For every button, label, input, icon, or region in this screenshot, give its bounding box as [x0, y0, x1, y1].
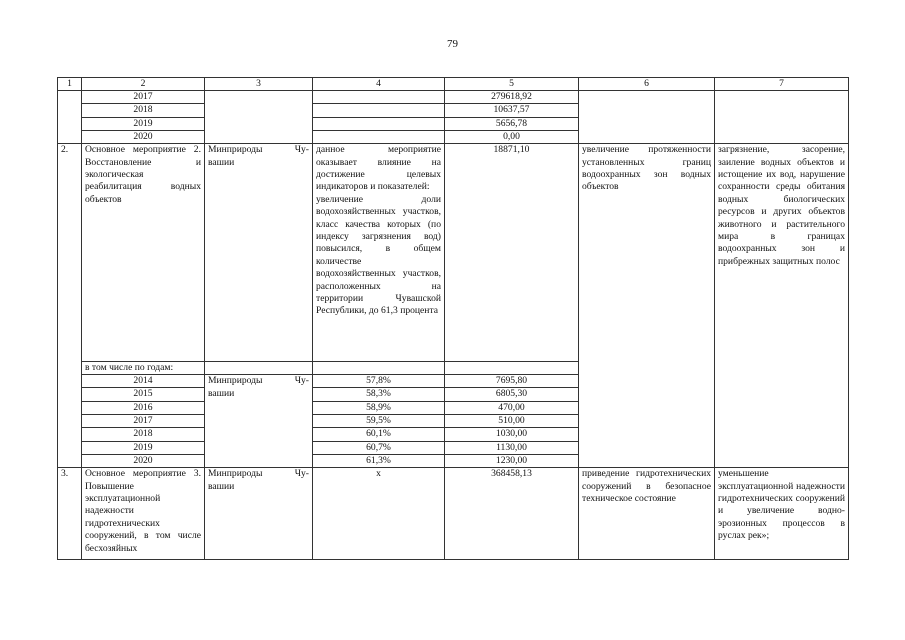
event-row [58, 468, 849, 560]
executor-cell: Минприроды Чу- вашии [205, 144, 313, 362]
empty-cell [445, 362, 579, 375]
year-cell: 2017 [82, 91, 205, 104]
amount-cell: 1130,00 [445, 441, 579, 454]
share-cell: 57,8% [313, 375, 445, 388]
empty-cell [205, 362, 313, 375]
empty-cell [313, 362, 445, 375]
result-cell: увеличение протяженности установленных границ водоохранных зон водных объектов [579, 144, 715, 468]
result-cell: приведение гидротехнических сооружений в безопасное техническое состояние [579, 468, 715, 560]
empty-cell [313, 104, 445, 117]
indicator-cell: х [313, 468, 445, 560]
empty-cell [313, 91, 445, 104]
share-cell: 58,3% [313, 388, 445, 401]
amount-cell: 7695,80 [445, 375, 579, 388]
header-row [58, 78, 849, 91]
share-cell: 60,1% [313, 428, 445, 441]
amount-cell: 1030,00 [445, 428, 579, 441]
year-cell: 2015 [82, 388, 205, 401]
year-cell: 2020 [82, 130, 205, 143]
header-cell: 3 [205, 78, 313, 91]
header-cell: 6 [579, 78, 715, 91]
empty-cell [313, 117, 445, 130]
consequence-cell: загрязнение, засорение, заиление водных объектов и истощение их вод, нарушение сохранности среды обитания водных биологических ресурсов и других объектов животного и растительного мира в границах водоохранных зон и прибрежных защитных полос [715, 144, 849, 468]
year-cell: 2019 [82, 441, 205, 454]
amount-cell: 10637,57 [445, 104, 579, 117]
share-cell: 58,9% [313, 401, 445, 414]
share-cell: 59,5% [313, 415, 445, 428]
empty-cell [58, 91, 82, 144]
program-table [57, 77, 849, 560]
indicator-cell: данное мероприятие оказывает влияние на достижение целевых индикаторов и показателей: увеличение доли водохозяйственных участков, класс качества которых (по индексу загрязнения вод) повысился, в общем количестве водохозяйственных участков, расположенных на территории Чувашской Республики, до 61,3 процента [313, 144, 445, 362]
amount-cell: 279618,92 [445, 91, 579, 104]
header-cell: 5 [445, 78, 579, 91]
executor-cell: Минприроды Чу- вашии [205, 468, 313, 560]
year-cell: 2020 [82, 454, 205, 467]
event-row [58, 144, 849, 362]
empty-cell [579, 91, 715, 144]
amount-cell: 368458,13 [445, 468, 579, 560]
event-number: 2. [58, 144, 82, 468]
by-years-label: в том числе по годам: [82, 362, 205, 375]
table-row [58, 91, 849, 104]
event-name: Основное мероприятие 3. Повышение эксплуатационной надежности гидротехнических сооружений, в том числе бесхозяйных [82, 468, 205, 560]
year-cell: 2014 [82, 375, 205, 388]
executor-cell: Минприроды Чу- вашии [205, 375, 313, 468]
empty-cell [313, 130, 445, 143]
event-number: 3. [58, 468, 82, 560]
header-cell: 7 [715, 78, 849, 91]
empty-cell [715, 91, 849, 144]
amount-cell: 5656,78 [445, 117, 579, 130]
year-cell: 2016 [82, 401, 205, 414]
year-cell: 2017 [82, 415, 205, 428]
consequence-cell: уменьшение эксплуатационной надежности гидротехнических сооружений и увеличение водно-эрозионных процессов в руслах рек»; [715, 468, 849, 560]
amount-cell: 1230,00 [445, 454, 579, 467]
page-number: 79 [447, 38, 458, 50]
amount-cell: 18871,10 [445, 144, 579, 362]
amount-cell: 510,00 [445, 415, 579, 428]
header-cell: 2 [82, 78, 205, 91]
amount-cell: 6805,30 [445, 388, 579, 401]
amount-cell: 0,00 [445, 130, 579, 143]
year-cell: 2018 [82, 428, 205, 441]
event-name: Основное мероприятие 2. Восстановление и экологическая реабилитация водных объектов [82, 144, 205, 362]
year-cell: 2019 [82, 117, 205, 130]
header-cell: 4 [313, 78, 445, 91]
header-cell: 1 [58, 78, 82, 91]
amount-cell: 470,00 [445, 401, 579, 414]
share-cell: 60,7% [313, 441, 445, 454]
year-cell: 2018 [82, 104, 205, 117]
share-cell: 61,3% [313, 454, 445, 467]
empty-cell [205, 91, 313, 144]
